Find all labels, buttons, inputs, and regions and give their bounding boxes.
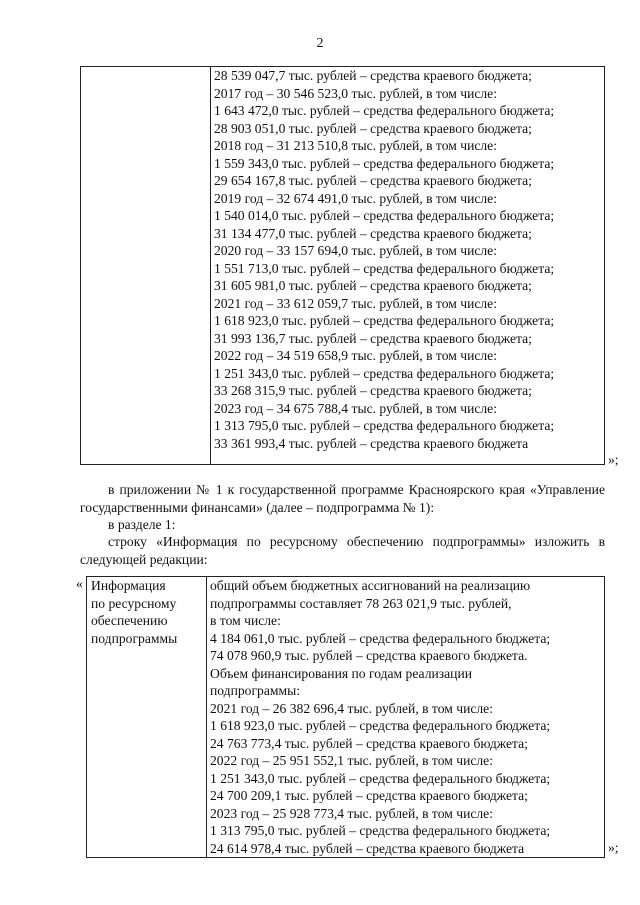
closing-quote: »; (608, 452, 619, 467)
table-line: 31 134 477,0 тыс. рублей – средства краевого бюджета; (214, 225, 532, 241)
table-line: 33 361 993,4 тыс. рублей – средства краевого бюджета (214, 435, 529, 451)
table-line: 1 618 923,0 тыс. рублей – средства федерального бюджета; (210, 718, 551, 733)
table-line: подпрограммы: (210, 683, 300, 698)
label-line: обеспечению (91, 613, 168, 628)
table-line: 4 184 061,0 тыс. рублей – средства федерального бюджета; (210, 630, 551, 646)
funding-info-table (86, 576, 605, 858)
table-line: 2021 год – 26 382 696,4 тыс. рублей, в том числе: (210, 700, 493, 716)
table-line: 2023 год – 25 928 773,4 тыс. рублей, в том числе: (210, 805, 493, 821)
paragraph-appendix: в приложении № 1 к государственной программе Красноярского края «Управление государственными финансами» (далее – подпрограмма № 1): (80, 482, 605, 515)
closing-quote: »; (608, 840, 619, 855)
table-line: 2022 год – 25 951 552,1 тыс. рублей, в том числе: (210, 753, 493, 768)
table-line: в том числе: (210, 613, 281, 628)
page-number: 2 (316, 36, 324, 51)
table-line: 2019 год – 32 674 491,0 тыс. рублей, в том числе: (214, 190, 497, 206)
table-line: подпрограммы составляет 78 263 021,9 тыс. рублей, (210, 595, 512, 611)
table-line: 2020 год – 33 157 694,0 тыс. рублей, в том числе: (214, 243, 497, 258)
table-line: 1 551 713,0 тыс. рублей – средства федерального бюджета; (214, 260, 555, 276)
table-line: 1 618 923,0 тыс. рублей – средства федерального бюджета; (214, 313, 555, 328)
table-line: 1 251 343,0 тыс. рублей – средства федерального бюджета; (214, 365, 555, 381)
paragraph-section: в разделе 1: (108, 517, 176, 532)
table-line: 1 313 795,0 тыс. рублей – средства федерального бюджета; (210, 823, 551, 838)
funding-table-continued (80, 66, 605, 465)
table-line: 2018 год – 31 213 510,8 тыс. рублей, в том числе: (214, 138, 497, 153)
table-line: 2017 год – 30 546 523,0 тыс. рублей, в том числе: (214, 85, 497, 101)
table-label-cell (87, 577, 207, 858)
label-line: подпрограммы (91, 630, 178, 646)
table-line: 29 654 167,8 тыс. рублей – средства краевого бюджета; (214, 173, 532, 188)
table-line: 1 540 014,0 тыс. рублей – средства федерального бюджета; (214, 208, 555, 223)
table-line: общий объем бюджетных ассигнований на реализацию (210, 578, 531, 593)
table-line: 1 643 472,0 тыс. рублей – средства федерального бюджета; (214, 103, 555, 118)
paragraph-row: строку «Информация по ресурсному обеспечению подпрограммы» изложить в следующей редакции: (80, 534, 605, 567)
table-line: 74 078 960,9 тыс. рублей – средства краевого бюджета. (210, 648, 528, 663)
table-content-cell (207, 577, 605, 858)
table-line: 28 539 047,7 тыс. рублей – средства краевого бюджета; (214, 68, 532, 83)
table-line: 1 251 343,0 тыс. рублей – средства федерального бюджета; (210, 770, 551, 786)
table-line: 2022 год – 34 519 658,9 тыс. рублей, в том числе: (214, 348, 497, 363)
opening-quote: « (76, 576, 83, 591)
table-line: 2021 год – 33 612 059,7 тыс. рублей, в том числе: (214, 295, 497, 311)
table-line: 33 268 315,9 тыс. рублей – средства краевого бюджета; (214, 383, 532, 398)
table-line: 1 313 795,0 тыс. рублей – средства федерального бюджета; (214, 418, 555, 433)
label-line: по ресурсному (91, 595, 177, 611)
table-line: 28 903 051,0 тыс. рублей – средства краевого бюджета; (214, 120, 532, 136)
label-line: Информация (91, 578, 166, 593)
table-line: Объем финансирования по годам реализации (210, 665, 472, 681)
table-line: 24 763 773,4 тыс. рублей – средства краевого бюджета; (210, 735, 528, 751)
table-line: 24 614 978,4 тыс. рублей – средства краевого бюджета (210, 840, 525, 856)
table-line: 1 559 343,0 тыс. рублей – средства федерального бюджета; (214, 155, 555, 171)
table-line: 31 993 136,7 тыс. рублей – средства краевого бюджета; (214, 330, 532, 346)
table-right-cell (211, 67, 605, 465)
table-left-cell (81, 67, 211, 465)
table-line: 24 700 209,1 тыс. рублей – средства краевого бюджета; (210, 788, 528, 803)
table-line: 2023 год – 34 675 788,4 тыс. рублей, в том числе: (214, 400, 497, 416)
table-line: 31 605 981,0 тыс. рублей – средства краевого бюджета; (214, 278, 532, 293)
